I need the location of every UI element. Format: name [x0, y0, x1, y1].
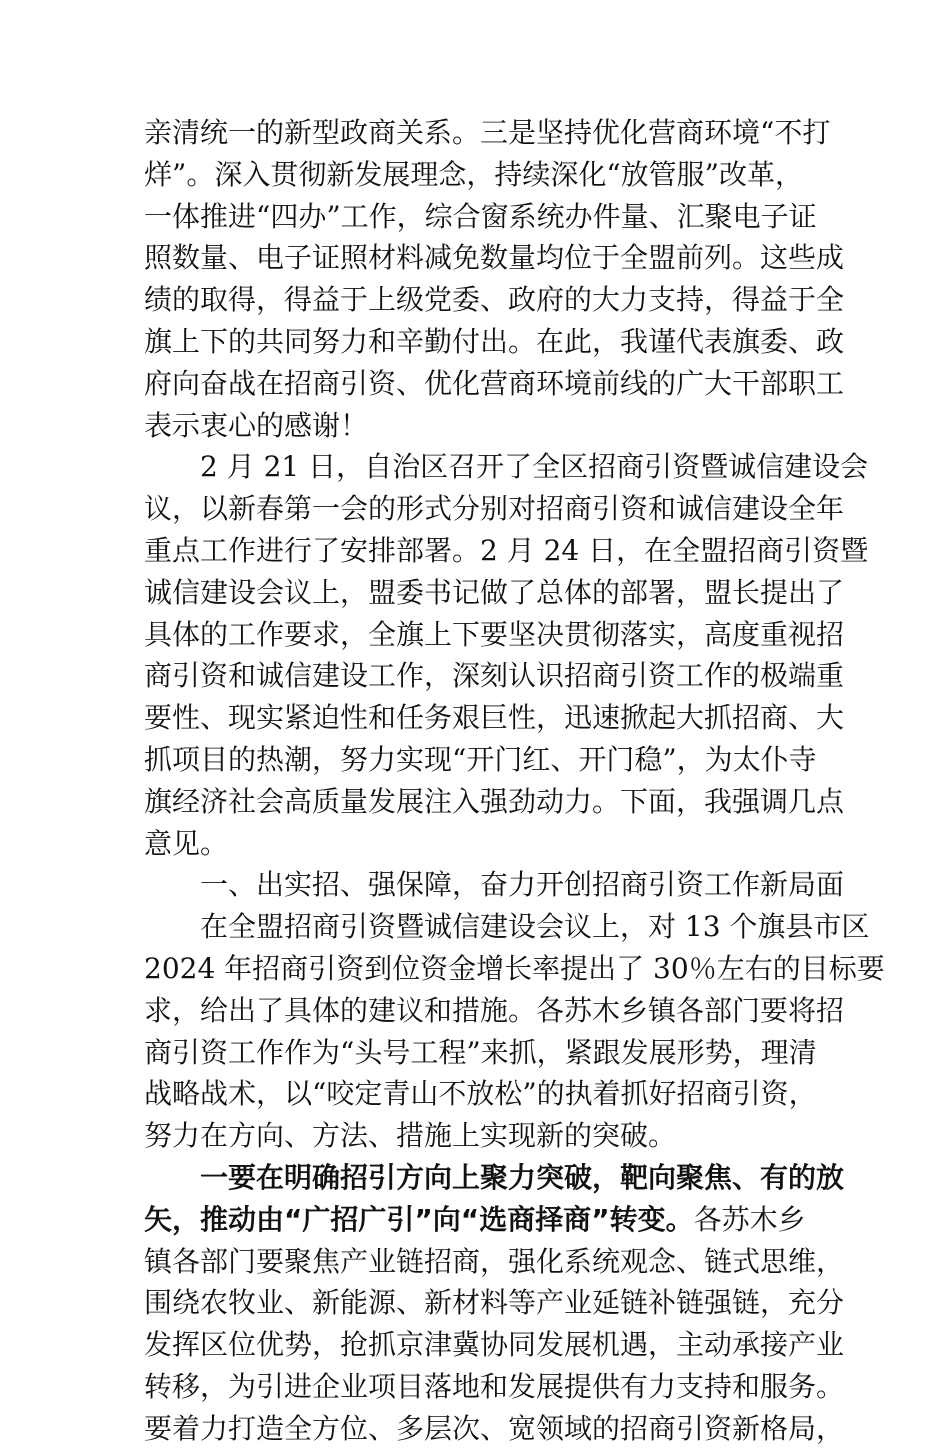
text-line: [144, 530, 869, 572]
line-text: 围绕农牧业、新能源、新材料等产业延链补链强链，充分: [144, 1286, 845, 1320]
bold-text: 一要在明确招引方向上聚力突破，靶向聚焦、有的放: [200, 1160, 845, 1194]
line-text: 努力在方向、方法、措施上实现新的突破。: [144, 1119, 677, 1153]
line-text: 求，给出了具体的建议和措施。各苏木乡镇各部门要将招: [144, 993, 845, 1027]
text-line: [144, 1282, 845, 1324]
text-line: [144, 405, 816, 447]
line-text: 2024 年招商引资到位资金增长率提出了 30％左右的目标要: [144, 951, 885, 985]
line-text: 各苏木乡: [693, 1202, 806, 1236]
text-line: [144, 154, 816, 196]
line-text: 2 月 21 日，自治区召开了全区招商引资暨诚信建设会: [200, 450, 869, 484]
line-text: 要性、现实紧迫性和任务艰巨性，迅速掀起大抓招商、大: [144, 701, 845, 735]
text-line: [144, 655, 845, 697]
line-text: 照数量、电子证照材料减免数量均位于全盟前列。这些成: [144, 241, 845, 275]
text-line: [144, 321, 845, 363]
line-text: 诚信建设会议上，盟委书记做了总体的部署，盟长提出了: [144, 575, 845, 609]
line-text: 一体推进“四办”工作，综合窗系统办件量、汇聚电子证: [144, 199, 817, 233]
line-text: 商引资和诚信建设工作，深刻认识招商引资工作的极端重: [144, 659, 845, 693]
text-line: [144, 572, 845, 614]
text-line: [144, 1241, 845, 1283]
text-line: [144, 488, 845, 530]
bold-text: 矢，推动由“广招广引”向“选商择商”转变。: [144, 1202, 694, 1236]
line-text: 旗经济社会高质量发展注入强劲动力。下面，我强调几点: [144, 784, 845, 818]
text-line: [144, 1073, 816, 1115]
line-text: 重点工作进行了安排部署。2 月 24 日，在全盟招商引资暨: [144, 533, 869, 567]
text-line: [144, 1199, 816, 1241]
line-text: 烊”。深入贯彻新发展理念，持续深化“放管服”改革，: [144, 157, 803, 191]
line-text: 抓项目的热潮，努力实现“开门红、开门稳”，为太仆寺: [144, 742, 817, 776]
text-line: [144, 1408, 845, 1450]
line-text: 镇各部门要聚焦产业链招商，强化系统观念、链式思维，: [144, 1244, 845, 1278]
text-line: [144, 1157, 845, 1199]
line-text: 意见。: [144, 826, 229, 860]
line-text: 战略战术，以“咬定青山不放松”的执着抓好招商引资，: [144, 1077, 817, 1111]
text-line: [144, 446, 869, 488]
text-line: [144, 697, 845, 739]
line-text: 商引资工作作为“头号工程”来抓，紧跟发展形势，理清: [144, 1035, 817, 1069]
line-text: 在全盟招商引资暨诚信建设会议上，对 13 个旗县市区: [200, 910, 870, 944]
line-text: 一、出实招、强保障，奋力开创招商引资工作新局面: [200, 868, 845, 902]
text-line: [144, 1115, 816, 1157]
line-text: 旗上下的共同努力和辛勤付出。在此，我谨代表旗委、政: [144, 324, 845, 358]
text-line: [144, 112, 831, 154]
text-line: [144, 279, 845, 321]
text-line: [144, 906, 870, 948]
text-line: [144, 823, 816, 865]
line-text: 表示衷心的感谢！: [144, 408, 369, 442]
text-line: [144, 363, 845, 405]
line-text: 要着力打造全方位、多层次、宽领域的招商引资新格局，: [144, 1411, 845, 1445]
text-line: [144, 196, 816, 238]
text-line: [144, 1032, 816, 1074]
line-text: 绩的取得，得益于上级党委、政府的大力支持，得益于全: [144, 283, 845, 317]
text-line: [144, 739, 816, 781]
line-text: 议，以新春第一会的形式分别对招商引资和诚信建设全年: [144, 492, 845, 526]
line-text: 亲清统一的新型政商关系。三是坚持优化营商环境“不打: [144, 116, 831, 149]
text-line: [144, 990, 845, 1032]
text-line: [144, 864, 845, 906]
text-line: [144, 948, 885, 990]
line-text: 府向奋战在招商引资、优化营商环境前线的广大干部职工: [144, 366, 845, 400]
line-text: 具体的工作要求，全旗上下要坚决贯彻落实，高度重视招: [144, 617, 845, 651]
text-line: [144, 781, 845, 823]
text-line: [144, 1324, 845, 1366]
text-line: [144, 1366, 845, 1408]
text-line: [144, 614, 845, 656]
line-text: 转移，为引进企业项目落地和发展提供有力支持和服务。: [144, 1369, 845, 1403]
line-text: 发挥区位优势，抢抓京津冀协同发展机遇，主动承接产业: [144, 1328, 845, 1362]
text-line: [144, 237, 845, 279]
document-body: [144, 112, 885, 1450]
